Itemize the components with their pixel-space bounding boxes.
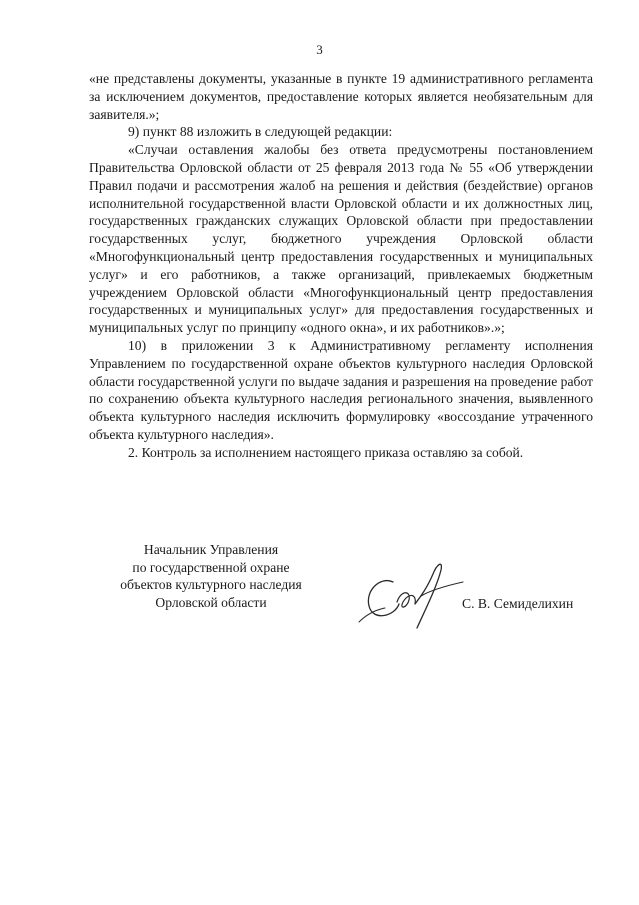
signatory-name: С. В. Семиделихин (462, 596, 574, 611)
document-body (89, 70, 593, 462)
handwritten-signature (355, 552, 473, 632)
signatory-title-line: по государственной охране (132, 559, 290, 575)
signatory-title-line: Начальник Управления (143, 542, 279, 557)
paragraph-continuation: «не представлены документы, указанные в пункте 19 административного регламента за исключением документов, предоставление которых является необязательным для заявителя.»; (89, 71, 593, 122)
page-number: 3 (316, 42, 323, 57)
signatory-title (105, 541, 317, 611)
paragraph-item-2: 2. Контроль за исполнением настоящего приказа оставляю за собой. (128, 444, 524, 460)
paragraph-item-9-text: «Случаи оставления жалобы без ответа предусмотрены постановлением Правительства Орловской области от 25 февраля 2013 года № 55 «Об утверждении Правил подачи и рассмотрения жалоб на решения и действия (бездействие) органов исполнительной государственной власти Орловской области и их должностных лиц, государственных гражданских служащих Орловской области при предоставлении государственных услуг, бюджетного учреждения Орловской области «Многофункциональный центр предоставления государственных и муниципальных услуг» и его работников, а также организаций, привлекаемых бюджетным учреждением Орловской области «Многофункциональный центр предоставления государственных и муниципальных услуг» для предоставления государственных и муниципальных услуг по принципу «одного окна», и их работников».»; (89, 142, 593, 336)
signatory-title-line: Орловской области (155, 594, 267, 610)
paragraph-item-10: 10) в приложении 3 к Административному регламенту исполнения Управлением по государственной охране объектов культурного наследия Орловской области государственной услуги по выдаче задания и разрешения на проведение работ по сохранению объекта культурного наследия регионального значения, выявленного объекта культурного наследия исключить формулировку «воссоздание утраченного объекта культурного наследия». (89, 337, 593, 442)
signatory-title-line: объектов культурного наследия (120, 577, 302, 593)
paragraph-item-9: 9) пункт 88 изложить в следующей редакции: (128, 124, 393, 140)
